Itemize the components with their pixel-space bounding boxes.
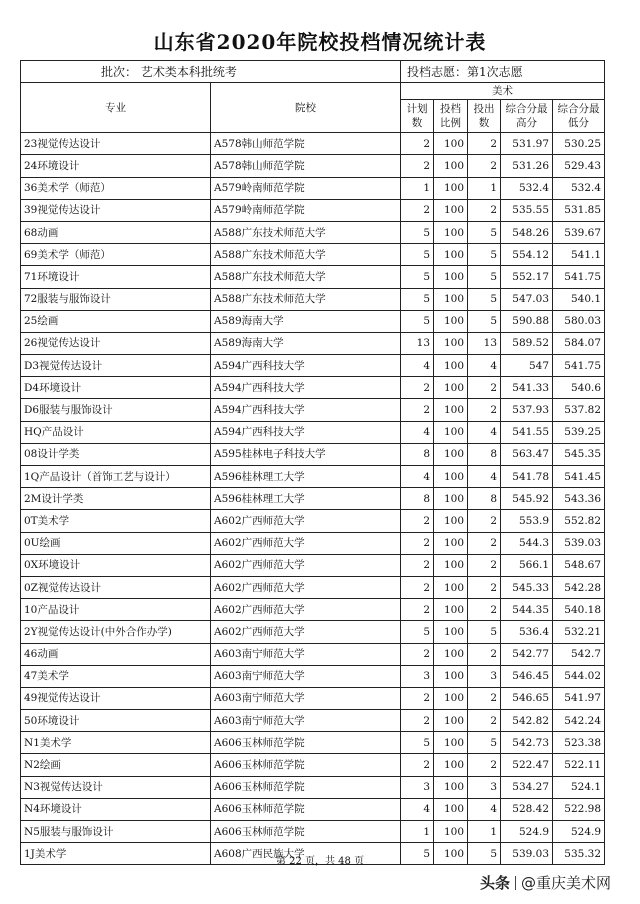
cell-ratio: 100 <box>434 244 468 266</box>
cell-ratio: 100 <box>434 776 468 798</box>
table-row <box>21 665 605 687</box>
cell-plan: 2 <box>401 710 434 732</box>
cell-ratio: 100 <box>434 710 468 732</box>
table-row <box>21 377 605 399</box>
cell-plan: 2 <box>401 377 434 399</box>
cell-school: A589海南大学 <box>211 310 401 332</box>
cell-min-score: 541.75 <box>553 355 605 377</box>
cell-admitted: 5 <box>468 843 501 865</box>
cell-major: 10产品设计 <box>21 599 211 621</box>
cell-major: 0Z视觉传达设计 <box>21 576 211 598</box>
cell-school: A588广东技术师范大学 <box>211 288 401 310</box>
cell-plan: 1 <box>401 177 434 199</box>
cell-school: A595桂林电子科技大学 <box>211 443 401 465</box>
cell-school: A602广西师范大学 <box>211 510 401 532</box>
cell-ratio: 100 <box>434 576 468 598</box>
cell-max-score: 535.55 <box>501 199 553 221</box>
cell-admitted: 2 <box>468 199 501 221</box>
cell-min-score: 531.85 <box>553 199 605 221</box>
cell-major: 36美术学（师范） <box>21 177 211 199</box>
cell-major: 23视觉传达设计 <box>21 133 211 155</box>
cell-ratio: 100 <box>434 155 468 177</box>
table-row <box>21 421 605 443</box>
table-row <box>21 266 605 288</box>
table-row <box>21 177 605 199</box>
cell-min-score: 584.07 <box>553 332 605 354</box>
cell-school: A606玉林师范学院 <box>211 821 401 843</box>
cell-major: N3视觉传达设计 <box>21 776 211 798</box>
cell-plan: 2 <box>401 532 434 554</box>
cell-max-score: 531.97 <box>501 133 553 155</box>
cell-school: A578韩山师范学院 <box>211 155 401 177</box>
cell-major: 0X环境设计 <box>21 554 211 576</box>
cell-admitted: 2 <box>468 643 501 665</box>
table-row <box>21 332 605 354</box>
table-row <box>21 221 605 243</box>
cell-plan: 5 <box>401 310 434 332</box>
cell-min-score: 540.1 <box>553 288 605 310</box>
cell-ratio: 100 <box>434 754 468 776</box>
cell-plan: 4 <box>401 355 434 377</box>
cell-plan: 8 <box>401 488 434 510</box>
header-plan: 计划数 <box>401 100 434 133</box>
table-row <box>21 199 605 221</box>
cell-max-score: 528.42 <box>501 798 553 820</box>
cell-major: 50环境设计 <box>21 710 211 732</box>
cell-school: A606玉林师范学院 <box>211 754 401 776</box>
cell-min-score: 541.1 <box>553 244 605 266</box>
cell-max-score: 546.65 <box>501 687 553 709</box>
cell-major: D6服装与服饰设计 <box>21 399 211 421</box>
cell-ratio: 100 <box>434 266 468 288</box>
cell-min-score: 539.25 <box>553 421 605 443</box>
cell-min-score: 548.67 <box>553 554 605 576</box>
cell-plan: 5 <box>401 221 434 243</box>
table-row <box>21 599 605 621</box>
page-title: 山东省2020年院校投档情况统计表 <box>153 30 487 54</box>
cell-ratio: 100 <box>434 421 468 443</box>
cell-max-score: 534.27 <box>501 776 553 798</box>
cell-plan: 5 <box>401 266 434 288</box>
watermark-divider <box>515 876 516 890</box>
cell-min-score: 580.03 <box>553 310 605 332</box>
cell-max-score: 548.26 <box>501 221 553 243</box>
cell-plan: 2 <box>401 599 434 621</box>
cell-admitted: 5 <box>468 244 501 266</box>
cell-plan: 5 <box>401 843 434 865</box>
cell-ratio: 100 <box>434 643 468 665</box>
cell-major: 2M设计学类 <box>21 488 211 510</box>
cell-max-score: 532.4 <box>501 177 553 199</box>
cell-min-score: 523.38 <box>553 732 605 754</box>
cell-min-score: 532.4 <box>553 177 605 199</box>
cell-major: 1Q产品设计（首饰工艺与设计） <box>21 466 211 488</box>
header-min-score: 综合分最低分 <box>553 100 605 133</box>
cell-plan: 4 <box>401 421 434 443</box>
table-row <box>21 244 605 266</box>
cell-admitted: 2 <box>468 133 501 155</box>
cell-max-score: 537.93 <box>501 399 553 421</box>
cell-admitted: 5 <box>468 266 501 288</box>
cell-min-score: 543.36 <box>553 488 605 510</box>
cell-ratio: 100 <box>434 732 468 754</box>
cell-admitted: 2 <box>468 399 501 421</box>
cell-major: D3视觉传达设计 <box>21 355 211 377</box>
cell-plan: 1 <box>401 821 434 843</box>
cell-ratio: 100 <box>434 532 468 554</box>
batch-label: 批次： 艺术类本科批统考 <box>21 61 401 83</box>
table-row <box>21 576 605 598</box>
cell-min-score: 541.75 <box>553 266 605 288</box>
table-row <box>21 754 605 776</box>
cell-max-score: 552.17 <box>501 266 553 288</box>
cell-max-score: 522.47 <box>501 754 553 776</box>
table-row <box>21 510 605 532</box>
cell-plan: 3 <box>401 776 434 798</box>
cell-school: A603南宁师范大学 <box>211 710 401 732</box>
cell-admitted: 5 <box>468 621 501 643</box>
cell-plan: 2 <box>401 754 434 776</box>
cell-ratio: 100 <box>434 665 468 687</box>
cell-school: A602广西师范大学 <box>211 554 401 576</box>
cell-ratio: 100 <box>434 177 468 199</box>
cell-admitted: 5 <box>468 221 501 243</box>
cell-max-score: 544.35 <box>501 599 553 621</box>
table-row <box>21 488 605 510</box>
cell-major: 2Y视觉传达设计(中外合作办学) <box>21 621 211 643</box>
cell-plan: 2 <box>401 155 434 177</box>
cell-max-score: 566.1 <box>501 554 553 576</box>
cell-school: A588广东技术师范大学 <box>211 244 401 266</box>
cell-max-score: 541.33 <box>501 377 553 399</box>
cell-plan: 5 <box>401 288 434 310</box>
cell-school: A594广西科技大学 <box>211 377 401 399</box>
cell-admitted: 2 <box>468 687 501 709</box>
cell-major: 49视觉传达设计 <box>21 687 211 709</box>
table-row <box>21 466 605 488</box>
preference-label: 投档志愿：第1次志愿 <box>401 61 605 83</box>
cell-max-score: 590.88 <box>501 310 553 332</box>
cell-admitted: 8 <box>468 443 501 465</box>
header-max-score: 综合分最高分 <box>501 100 553 133</box>
table-row <box>21 133 605 155</box>
cell-plan: 13 <box>401 332 434 354</box>
cell-school: A606玉林师范学院 <box>211 776 401 798</box>
cell-major: N4环境设计 <box>21 798 211 820</box>
cell-ratio: 100 <box>434 488 468 510</box>
cell-school: A588广东技术师范大学 <box>211 221 401 243</box>
table-row <box>21 732 605 754</box>
cell-max-score: 539.03 <box>501 843 553 865</box>
cell-ratio: 100 <box>434 355 468 377</box>
cell-ratio: 100 <box>434 332 468 354</box>
cell-ratio: 100 <box>434 599 468 621</box>
cell-major: 72服装与服饰设计 <box>21 288 211 310</box>
cell-school: A594广西科技大学 <box>211 421 401 443</box>
cell-ratio: 100 <box>434 199 468 221</box>
cell-ratio: 100 <box>434 310 468 332</box>
table-row <box>21 621 605 643</box>
cell-major: 0T美术学 <box>21 510 211 532</box>
cell-min-score: 535.32 <box>553 843 605 865</box>
cell-min-score: 532.21 <box>553 621 605 643</box>
table-row <box>21 821 605 843</box>
cell-admitted: 13 <box>468 332 501 354</box>
cell-admitted: 4 <box>468 798 501 820</box>
cell-max-score: 546.45 <box>501 665 553 687</box>
cell-major: 46动画 <box>21 643 211 665</box>
table-row <box>21 554 605 576</box>
cell-admitted: 4 <box>468 355 501 377</box>
cell-admitted: 4 <box>468 421 501 443</box>
table-row <box>21 687 605 709</box>
cell-admitted: 2 <box>468 554 501 576</box>
cell-major: 71环境设计 <box>21 266 211 288</box>
cell-ratio: 100 <box>434 133 468 155</box>
table-row <box>21 643 605 665</box>
cell-max-score: 554.12 <box>501 244 553 266</box>
cell-max-score: 563.47 <box>501 443 553 465</box>
cell-plan: 2 <box>401 687 434 709</box>
cell-plan: 3 <box>401 665 434 687</box>
page-footer: 第 22 页，共 48 页 <box>275 856 365 867</box>
watermark-logo: 头条 <box>480 874 511 892</box>
cell-school: A608广西民族大学 <box>211 843 401 865</box>
cell-ratio: 100 <box>434 510 468 532</box>
cell-min-score: 537.82 <box>553 399 605 421</box>
cell-min-score: 540.18 <box>553 599 605 621</box>
cell-admitted: 2 <box>468 155 501 177</box>
table-body <box>21 133 605 865</box>
cell-plan: 8 <box>401 443 434 465</box>
cell-admitted: 2 <box>468 532 501 554</box>
cell-admitted: 2 <box>468 576 501 598</box>
cell-major: 24环境设计 <box>21 155 211 177</box>
table-row <box>21 155 605 177</box>
cell-admitted: 5 <box>468 310 501 332</box>
cell-max-score: 524.9 <box>501 821 553 843</box>
cell-major: 0U绘画 <box>21 532 211 554</box>
cell-school: A602广西师范大学 <box>211 621 401 643</box>
cell-admitted: 2 <box>468 377 501 399</box>
cell-school: A602广西师范大学 <box>211 599 401 621</box>
cell-school: A602广西师范大学 <box>211 576 401 598</box>
cell-max-score: 531.26 <box>501 155 553 177</box>
cell-max-score: 542.82 <box>501 710 553 732</box>
cell-ratio: 100 <box>434 621 468 643</box>
cell-admitted: 2 <box>468 710 501 732</box>
cell-ratio: 100 <box>434 443 468 465</box>
cell-school: A603南宁师范大学 <box>211 643 401 665</box>
cell-plan: 5 <box>401 621 434 643</box>
cell-admitted: 4 <box>468 466 501 488</box>
cell-major: N5服装与服饰设计 <box>21 821 211 843</box>
cell-school: A603南宁师范大学 <box>211 665 401 687</box>
cell-min-score: 542.7 <box>553 643 605 665</box>
cell-ratio: 100 <box>434 221 468 243</box>
cell-min-score: 542.24 <box>553 710 605 732</box>
cell-min-score: 522.11 <box>553 754 605 776</box>
cell-school: A588广东技术师范大学 <box>211 266 401 288</box>
cell-max-score: 544.3 <box>501 532 553 554</box>
cell-min-score: 541.97 <box>553 687 605 709</box>
score-table <box>20 60 605 865</box>
cell-ratio: 100 <box>434 466 468 488</box>
table-row <box>21 288 605 310</box>
table-row <box>21 776 605 798</box>
cell-admitted: 3 <box>468 776 501 798</box>
cell-admitted: 1 <box>468 177 501 199</box>
cell-school: A579岭南师范学院 <box>211 177 401 199</box>
cell-min-score: 540.6 <box>553 377 605 399</box>
table-row <box>21 355 605 377</box>
cell-plan: 2 <box>401 576 434 598</box>
cell-min-score: 539.67 <box>553 221 605 243</box>
cell-min-score: 529.43 <box>553 155 605 177</box>
cell-plan: 2 <box>401 199 434 221</box>
header-row-category <box>21 83 605 100</box>
cell-ratio: 100 <box>434 288 468 310</box>
cell-max-score: 541.78 <box>501 466 553 488</box>
cell-major: N2绘画 <box>21 754 211 776</box>
watermark-text: @重庆美术网 <box>521 874 612 892</box>
cell-major: 25绘画 <box>21 310 211 332</box>
cell-min-score: 541.45 <box>553 466 605 488</box>
cell-max-score: 553.9 <box>501 510 553 532</box>
cell-major: D4环境设计 <box>21 377 211 399</box>
cell-school: A596桂林理工大学 <box>211 466 401 488</box>
cell-max-score: 547.03 <box>501 288 553 310</box>
cell-max-score: 536.4 <box>501 621 553 643</box>
cell-school: A606玉林师范学院 <box>211 732 401 754</box>
batch-row <box>21 61 605 83</box>
header-category: 美术 <box>401 83 605 100</box>
cell-school: A594广西科技大学 <box>211 355 401 377</box>
cell-school: A602广西师范大学 <box>211 532 401 554</box>
cell-min-score: 542.28 <box>553 576 605 598</box>
cell-school: A589海南大学 <box>211 332 401 354</box>
cell-min-score: 539.03 <box>553 532 605 554</box>
cell-ratio: 100 <box>434 798 468 820</box>
cell-max-score: 542.73 <box>501 732 553 754</box>
cell-plan: 2 <box>401 554 434 576</box>
cell-max-score: 545.92 <box>501 488 553 510</box>
cell-admitted: 5 <box>468 732 501 754</box>
cell-major: 68动画 <box>21 221 211 243</box>
cell-major: 1J美术学 <box>21 843 211 865</box>
table-row <box>21 532 605 554</box>
cell-ratio: 100 <box>434 554 468 576</box>
table-row <box>21 310 605 332</box>
cell-admitted: 2 <box>468 599 501 621</box>
cell-admitted: 1 <box>468 821 501 843</box>
cell-max-score: 541.55 <box>501 421 553 443</box>
cell-admitted: 8 <box>468 488 501 510</box>
cell-admitted: 2 <box>468 510 501 532</box>
cell-plan: 4 <box>401 798 434 820</box>
watermark <box>480 872 611 893</box>
cell-school: A603南宁师范大学 <box>211 687 401 709</box>
cell-max-score: 589.52 <box>501 332 553 354</box>
cell-ratio: 100 <box>434 687 468 709</box>
cell-min-score: 524.1 <box>553 776 605 798</box>
cell-major: 08设计学类 <box>21 443 211 465</box>
cell-plan: 5 <box>401 732 434 754</box>
cell-plan: 2 <box>401 133 434 155</box>
cell-major: 26视觉传达设计 <box>21 332 211 354</box>
cell-plan: 4 <box>401 466 434 488</box>
cell-major: 47美术学 <box>21 665 211 687</box>
cell-admitted: 2 <box>468 754 501 776</box>
cell-min-score: 530.25 <box>553 133 605 155</box>
header-ratio: 投档比例 <box>434 100 468 133</box>
cell-min-score: 544.02 <box>553 665 605 687</box>
cell-major: 39视觉传达设计 <box>21 199 211 221</box>
header-admitted: 投出数 <box>468 100 501 133</box>
cell-major: N1美术学 <box>21 732 211 754</box>
cell-min-score: 552.82 <box>553 510 605 532</box>
cell-school: A579岭南师范学院 <box>211 199 401 221</box>
cell-max-score: 547 <box>501 355 553 377</box>
cell-plan: 2 <box>401 510 434 532</box>
cell-major: 69美术学（师范） <box>21 244 211 266</box>
table-row <box>21 798 605 820</box>
cell-min-score: 545.35 <box>553 443 605 465</box>
cell-plan: 2 <box>401 399 434 421</box>
cell-major: HQ产品设计 <box>21 421 211 443</box>
table-row <box>21 710 605 732</box>
table-row <box>21 443 605 465</box>
cell-admitted: 3 <box>468 665 501 687</box>
cell-ratio: 100 <box>434 399 468 421</box>
header-school: 院校 <box>211 83 401 133</box>
cell-min-score: 522.98 <box>553 798 605 820</box>
table-row <box>21 399 605 421</box>
cell-school: A606玉林师范学院 <box>211 798 401 820</box>
cell-min-score: 524.9 <box>553 821 605 843</box>
header-major: 专业 <box>21 83 211 133</box>
cell-max-score: 542.77 <box>501 643 553 665</box>
cell-ratio: 100 <box>434 377 468 399</box>
cell-ratio: 100 <box>434 821 468 843</box>
cell-school: A596桂林理工大学 <box>211 488 401 510</box>
cell-school: A594广西科技大学 <box>211 399 401 421</box>
cell-plan: 2 <box>401 643 434 665</box>
cell-max-score: 545.33 <box>501 576 553 598</box>
cell-admitted: 5 <box>468 288 501 310</box>
cell-school: A578韩山师范学院 <box>211 133 401 155</box>
cell-plan: 5 <box>401 244 434 266</box>
cell-ratio: 100 <box>434 843 468 865</box>
